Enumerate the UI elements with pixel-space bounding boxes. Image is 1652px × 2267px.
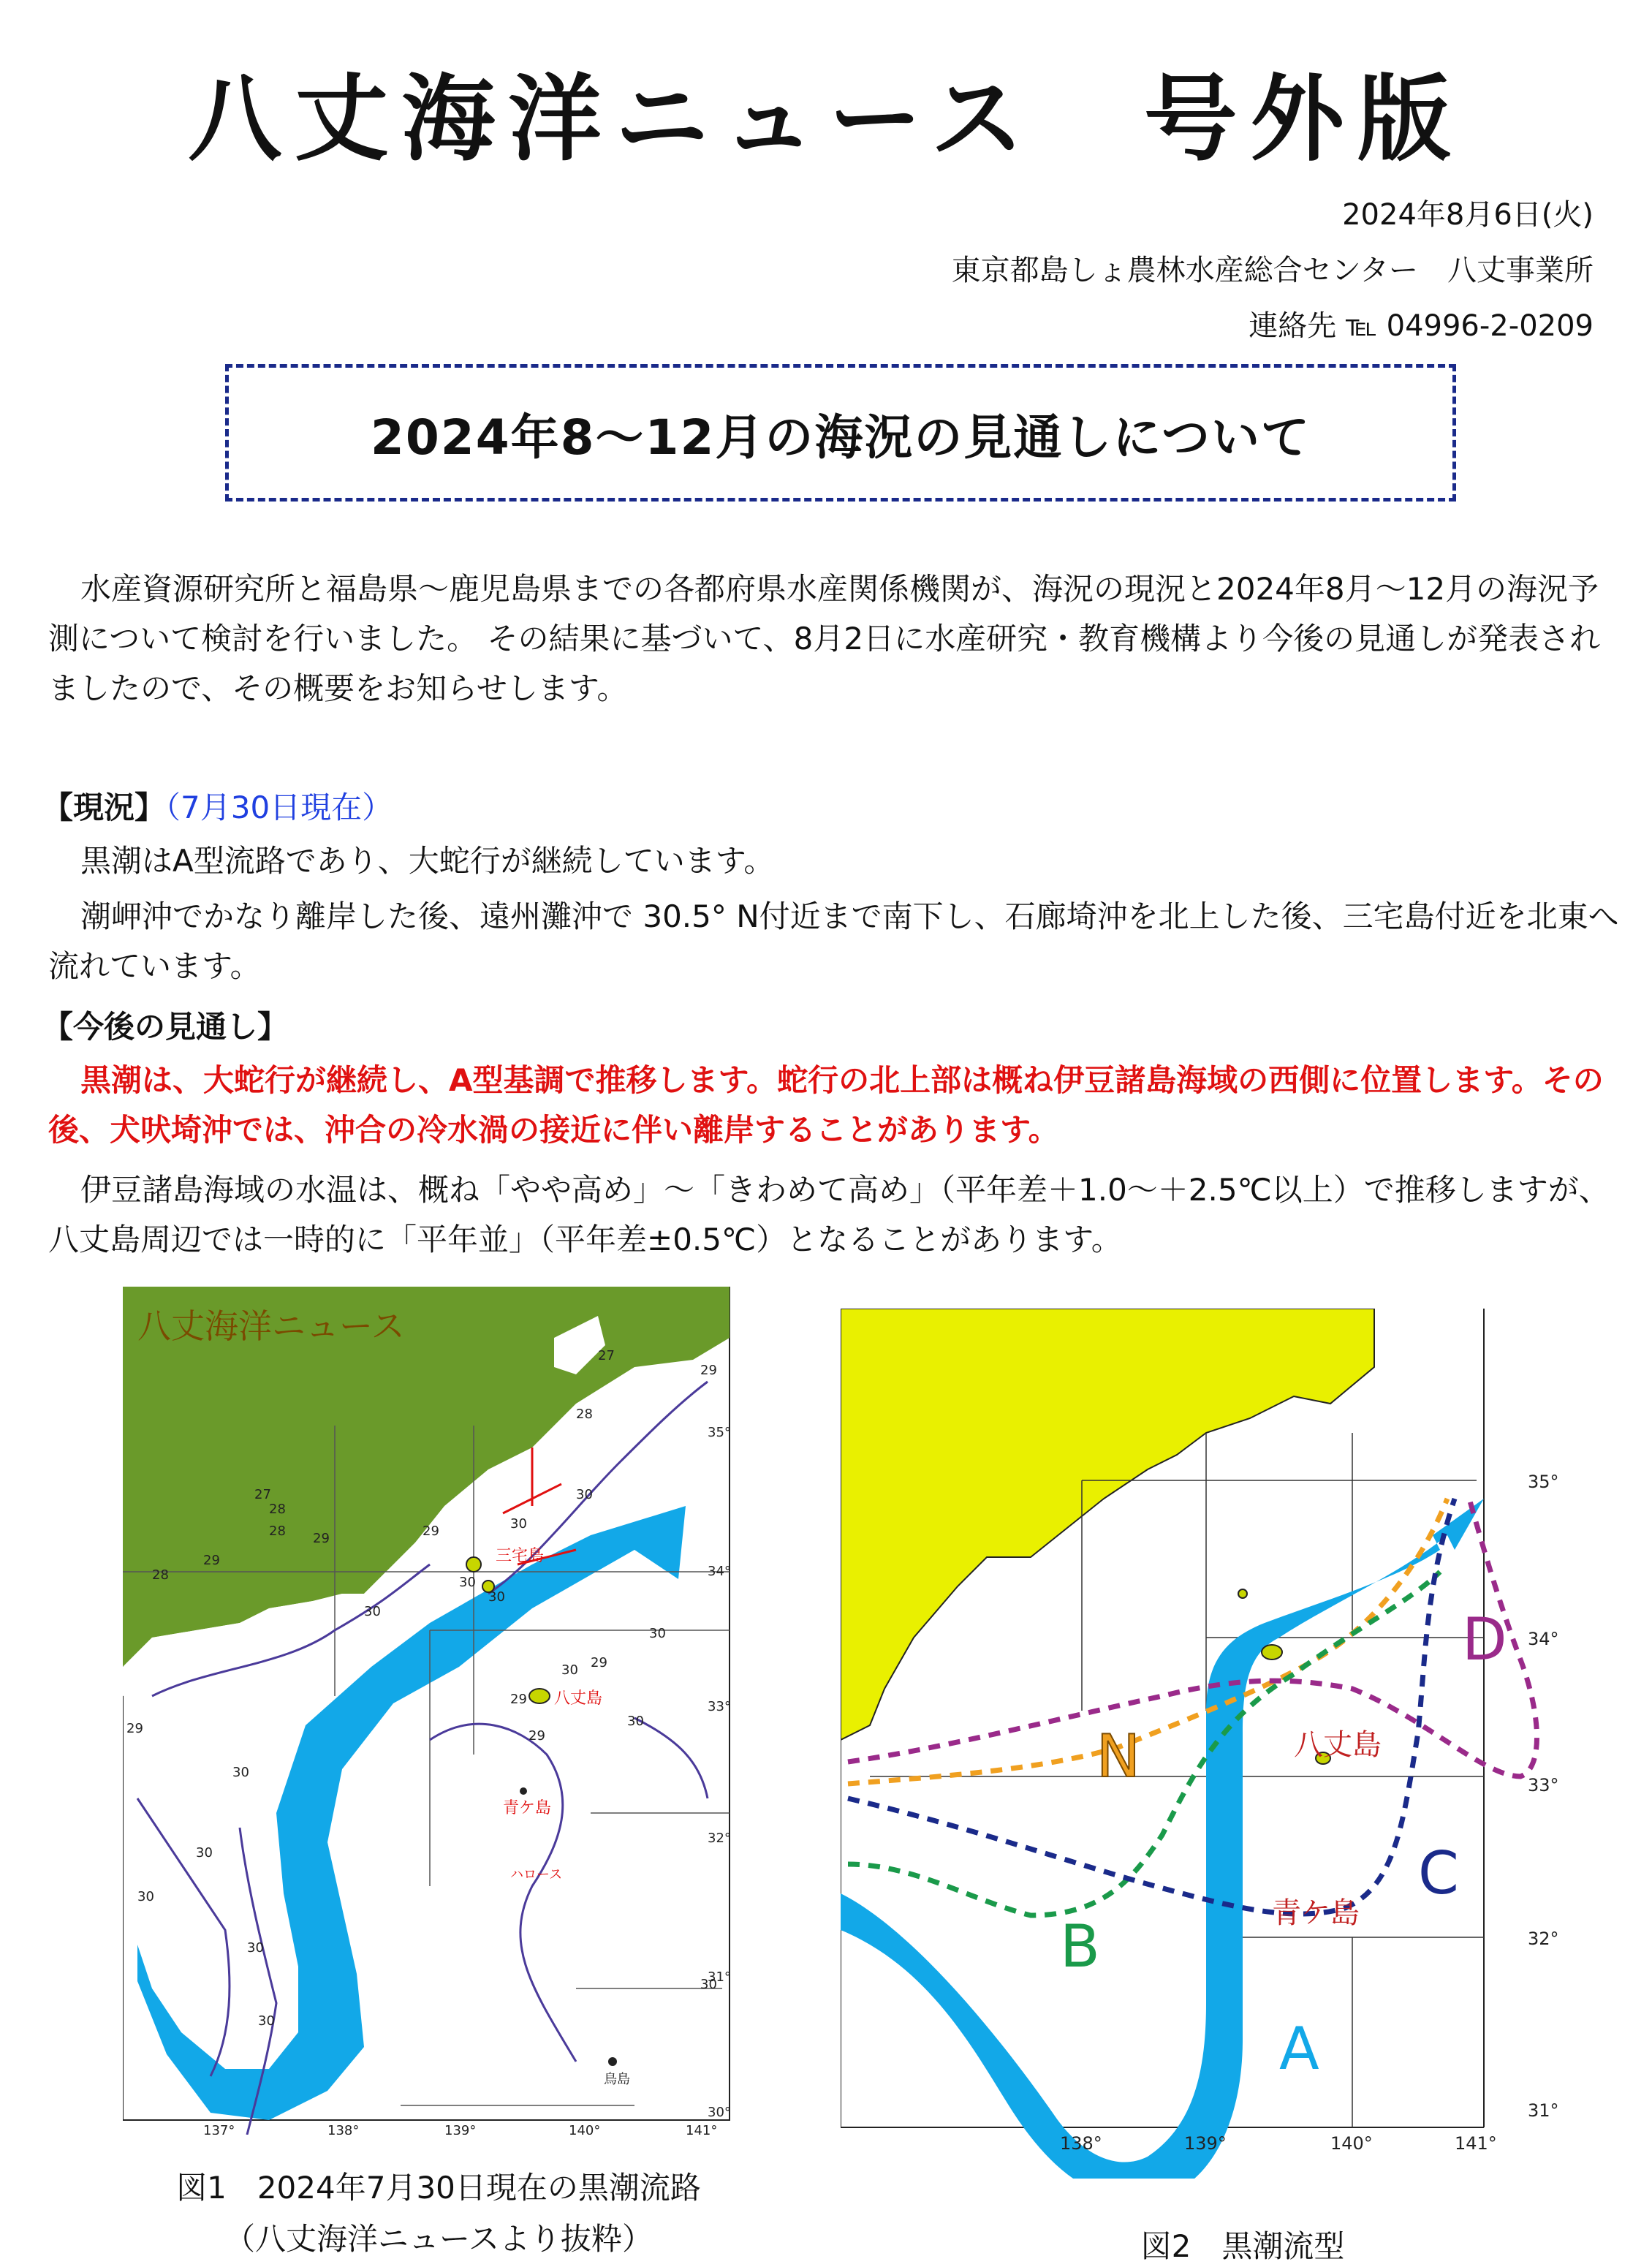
lon-tick: 140°: [569, 2123, 601, 2135]
fig2-label-hachijo: 八丈島: [1294, 1728, 1382, 1762]
outlook-heading: 【今後の見通し】: [42, 1009, 289, 1045]
contour-label: 29: [126, 1721, 143, 1736]
figure1-caption-line2: （八丈海洋ニュースより抜粋）: [224, 2221, 653, 2257]
contour-label: 30: [232, 1765, 249, 1780]
outlook-kuroshio-text: 黒潮は、大蛇行が継続し、A型基調で推移します。蛇行の北上部は概ね伊豆諸島海域の西側に位置します。その後、犬吠埼沖では、沖合の冷水渦の接近に伴い離岸することがあります。: [48, 1062, 1604, 1148]
contour-label: 29: [700, 1363, 717, 1378]
lat-tick: 34°: [1528, 1629, 1559, 1649]
lat-tick: 31°: [1528, 2100, 1559, 2121]
fig2-label-N: N: [1096, 1722, 1140, 1790]
lon-tick: 141°: [1455, 2133, 1497, 2154]
lat-tick: 35°: [708, 1425, 731, 1440]
lon-tick: 138°: [1060, 2133, 1102, 2154]
lat-tick: 33°: [708, 1699, 731, 1714]
fig2-label-D: D: [1462, 1605, 1507, 1673]
contour-label: 30: [258, 2013, 275, 2029]
fig1-label-aogashima: 青ケ島: [503, 1799, 552, 1817]
contour-label: 30: [700, 1977, 717, 1992]
figure1-caption-line1: 図1 2024年7月30日現在の黒潮流路: [176, 2170, 701, 2206]
contour-label: 28: [576, 1407, 593, 1422]
lon-tick: 141°: [686, 2123, 718, 2135]
contour-label: 28: [269, 1524, 286, 1539]
contour-label: 30: [459, 1575, 476, 1590]
current-as-of: （7月30日現在）: [165, 790, 393, 825]
contour-label: 30: [488, 1589, 505, 1605]
lat-tick: 32°: [1528, 1929, 1559, 1949]
figure1-map: [123, 1287, 737, 2135]
contour-label: 30: [364, 1604, 381, 1619]
contour-label: 29: [528, 1728, 545, 1744]
contour-label: 30: [196, 1845, 213, 1861]
contour-label: 29: [423, 1524, 439, 1539]
lon-tick: 140°: [1330, 2133, 1373, 2154]
lat-tick: 31°: [708, 1969, 731, 1985]
figure2-map: [841, 1309, 1594, 2179]
lat-tick: 30°: [708, 2105, 731, 2120]
current-section-heading: [42, 784, 393, 828]
lat-tick: 34°: [708, 1564, 731, 1579]
organization-name: 東京都島しょ農林水産総合センター 八丈事業所: [951, 254, 1594, 287]
contour-label: 28: [152, 1567, 169, 1583]
fig2-label-aogashima: 青ケ島: [1272, 1896, 1360, 1930]
current-line-1: 黒潮はA型流路であり、大蛇行が継続しています。: [80, 843, 775, 879]
fig1-label-hachijo: 八丈島: [554, 1689, 603, 1708]
contour-label: 29: [510, 1692, 527, 1707]
headline-box: [225, 364, 1456, 502]
contour-label: 27: [254, 1487, 271, 1502]
fig1-map-title: 八丈海洋ニュース: [137, 1306, 405, 1346]
current-heading: 【現況】: [42, 790, 166, 825]
fig1-label-miyake: 三宅島: [496, 1547, 545, 1565]
fig2-label-C: C: [1418, 1839, 1459, 1907]
fig1-label-haros: ハロース: [510, 1867, 563, 1882]
lon-tick: 139°: [1184, 2133, 1227, 2154]
lon-tick: 139°: [444, 2123, 477, 2135]
lon-tick: 138°: [327, 2123, 360, 2135]
lat-tick: 33°: [1528, 1775, 1559, 1795]
fig2-label-B: B: [1060, 1912, 1100, 1980]
headline-text: 2024年8～12月の海況の見通しについて: [370, 409, 1311, 466]
fig2-label-A: A: [1279, 2015, 1319, 2083]
lon-tick: 137°: [203, 2123, 235, 2135]
lat-tick: 32°: [708, 1831, 731, 1846]
contour-label: 30: [649, 1626, 666, 1641]
current-line-2: 潮岬沖でかなり離岸した後、遠州灘沖で 30.5° N付近まで南下し、石廊埼沖を北上した後、三宅島付近を北東へ流れています。: [48, 898, 1619, 984]
contour-label: 30: [561, 1662, 578, 1678]
figure2-caption: 図2 黒潮流型: [1140, 2228, 1345, 2264]
contour-label: 30: [576, 1487, 593, 1502]
fig1-label-torishima: 鳥島: [604, 2072, 630, 2087]
issue-date: 2024年8月6日(火): [1342, 198, 1594, 232]
outlook-temperature-text: 伊豆諸島海域の水温は、概ね「やや高め」～「きわめて高め」（平年差＋1.0～＋2.5℃以上）で推移しますが、八丈島周辺では一時的に「平年並」（平年差±0.5℃）となることがあります。: [48, 1172, 1610, 1257]
contour-label: 29: [313, 1531, 330, 1546]
contour-label: 30: [247, 1940, 264, 1956]
contour-label: 30: [137, 1889, 154, 1904]
intro-paragraph: 水産資源研究所と福島県～鹿児島県までの各都府県水産関係機関が、海況の現況と2024年8月～12月の海況予測について検討を行いました。 その結果に基づいて、8月2日に水産研究・教育機構より今後の見通しが発表されましたので、その概要をお知らせします。: [48, 571, 1601, 706]
lat-tick: 35°: [1528, 1472, 1559, 1492]
contour-label: 28: [269, 1502, 286, 1517]
contour-label: 27: [598, 1348, 615, 1363]
contour-label: 30: [627, 1714, 644, 1729]
contour-label: 29: [203, 1553, 220, 1568]
contour-label: 30: [510, 1516, 527, 1532]
contact-info: 連絡先 ℡ 04996-2-0209: [1249, 309, 1594, 343]
page-title: 八丈海洋ニュース 号外版: [188, 64, 1464, 174]
contour-label: 29: [591, 1655, 607, 1670]
